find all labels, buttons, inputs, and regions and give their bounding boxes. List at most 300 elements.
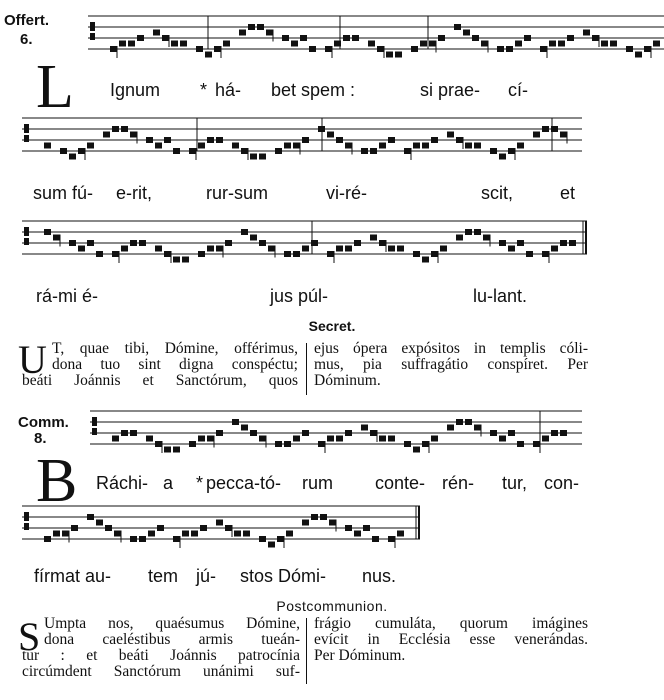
neume-note xyxy=(130,430,137,436)
neume-note xyxy=(112,436,119,442)
neume-note xyxy=(388,436,395,442)
neume-note xyxy=(447,132,454,138)
neume-note xyxy=(370,235,377,241)
neume-note xyxy=(422,441,429,447)
neume-note xyxy=(379,240,386,246)
neume-note xyxy=(105,525,112,531)
neume-note xyxy=(198,251,205,257)
neume-note xyxy=(560,240,567,246)
neume-note xyxy=(62,531,69,537)
offertory-initial: L xyxy=(36,53,74,121)
neume-note xyxy=(250,430,257,436)
neume-note xyxy=(560,132,567,138)
neume-note xyxy=(148,531,155,537)
neume-note xyxy=(474,425,481,431)
neume-note xyxy=(164,251,171,257)
neume-note xyxy=(635,52,642,58)
neume-note xyxy=(173,148,180,154)
neume-note xyxy=(465,229,472,235)
prayer-line: Per Dóminum. xyxy=(314,647,406,664)
neume-note xyxy=(388,137,395,143)
prayer-line: Umpta nos, quaésumus Dómine, xyxy=(44,615,300,632)
neume-note xyxy=(284,441,291,447)
chant-staff xyxy=(22,500,420,560)
neume-note xyxy=(268,246,275,252)
lyrics-line xyxy=(0,80,664,102)
neume-note xyxy=(248,24,255,30)
neume-note xyxy=(191,531,198,537)
communion-initial: B xyxy=(36,447,78,515)
neume-note xyxy=(146,436,153,442)
lyrics-line xyxy=(0,473,664,495)
lyric-syllable: rá-mi é- xyxy=(36,286,98,306)
neume-note xyxy=(526,251,533,257)
neume-note xyxy=(173,536,180,542)
neume-note xyxy=(533,132,540,138)
secret-right-column xyxy=(314,341,588,389)
neume-note xyxy=(465,419,472,425)
neume-note xyxy=(277,536,284,542)
neume-note xyxy=(569,240,576,246)
neume-note xyxy=(139,240,146,246)
neume-note xyxy=(404,148,411,154)
neume-note xyxy=(198,436,205,442)
neume-note xyxy=(542,126,549,132)
neume-note xyxy=(644,46,651,52)
neume-note xyxy=(162,35,169,41)
neume-note xyxy=(153,30,160,36)
neume-note xyxy=(87,143,94,149)
neume-note xyxy=(361,148,368,154)
neume-note xyxy=(379,436,386,442)
neume-note xyxy=(533,441,540,447)
lyric-syllable: * xyxy=(196,473,204,493)
neume-note xyxy=(225,525,232,531)
neume-note xyxy=(268,542,275,548)
neume-note xyxy=(508,148,515,154)
neume-note xyxy=(259,240,266,246)
lyric-syllable: conte- xyxy=(375,473,426,493)
neume-note xyxy=(293,436,300,442)
neume-note xyxy=(336,436,343,442)
neume-note xyxy=(456,137,463,143)
neume-note xyxy=(282,35,289,41)
neume-note xyxy=(483,235,490,241)
lyric-syllable: e-rit, xyxy=(116,183,152,203)
neume-note xyxy=(239,30,246,36)
neume-note xyxy=(266,30,273,36)
neume-note xyxy=(103,132,110,138)
neume-note xyxy=(216,520,223,526)
neume-note xyxy=(336,137,343,143)
lyric-syllable: scit, xyxy=(481,183,514,203)
neume-note xyxy=(311,514,318,520)
neume-note xyxy=(157,525,164,531)
prayer-line: T, quae tibi, Dómine, offérimus, xyxy=(52,340,298,357)
neume-note xyxy=(388,536,395,542)
neume-note xyxy=(345,143,352,149)
neume-note xyxy=(275,148,282,154)
neume-note xyxy=(499,154,506,160)
neume-note xyxy=(420,41,427,47)
neume-note xyxy=(601,41,608,47)
neume-note xyxy=(232,143,239,149)
lyrics-line xyxy=(0,566,664,588)
neume-note xyxy=(490,430,497,436)
neume-note xyxy=(368,41,375,47)
neume-note xyxy=(558,41,565,47)
neume-note xyxy=(422,257,429,263)
secret-heading: Secret. xyxy=(308,318,356,334)
lyric-syllable: jus púl- xyxy=(270,286,329,306)
postcommunion-heading: Postcommunion. xyxy=(276,598,388,614)
neume-note xyxy=(259,154,266,160)
neume-note xyxy=(431,137,438,143)
neume-note xyxy=(465,143,472,149)
neume-note xyxy=(121,430,128,436)
neume-note xyxy=(207,137,214,143)
prayer-line: evícit in Ecclésia esse venerándas. xyxy=(314,631,588,648)
neume-note xyxy=(284,143,291,149)
lyric-syllable: há- xyxy=(215,80,242,100)
neume-note xyxy=(463,30,470,36)
neume-note xyxy=(370,148,377,154)
secret-left-column xyxy=(52,341,298,373)
lyric-syllable: jú- xyxy=(196,566,217,586)
neume-note xyxy=(214,46,221,52)
lyric-syllable: rur-sum xyxy=(206,183,268,203)
neume-note xyxy=(53,531,60,537)
neume-note xyxy=(232,419,239,425)
neume-note xyxy=(413,447,420,453)
neume-note xyxy=(300,35,307,41)
neume-note xyxy=(517,143,524,149)
neume-note xyxy=(626,46,633,52)
neume-note xyxy=(205,52,212,58)
neume-note xyxy=(207,436,214,442)
lyric-syllable: et xyxy=(560,183,576,203)
neume-note xyxy=(318,441,325,447)
lyric-syllable: tur, xyxy=(502,473,528,493)
lyric-syllable: tem xyxy=(148,566,179,586)
lyric-syllable: lu-lant. xyxy=(473,286,528,306)
neume-note xyxy=(429,41,436,47)
neume-note xyxy=(223,41,230,47)
neume-note xyxy=(474,143,481,149)
neume-note xyxy=(164,137,171,143)
chant-staff xyxy=(90,405,582,465)
neume-note xyxy=(155,143,162,149)
neume-note xyxy=(78,246,85,252)
neume-note xyxy=(44,143,51,149)
neume-note xyxy=(302,137,309,143)
neume-note xyxy=(182,257,189,263)
neume-note xyxy=(155,441,162,447)
neume-note xyxy=(454,24,461,30)
neume-note xyxy=(130,536,137,542)
neume-note xyxy=(241,229,248,235)
offertory-label: Offert. xyxy=(4,12,49,29)
prayer-line: ejus ópera expósitos in templis cóli- xyxy=(314,340,588,357)
lyrics-line xyxy=(0,286,664,308)
neume-note xyxy=(139,536,146,542)
clef-icon xyxy=(90,33,95,40)
neume-note xyxy=(112,126,119,132)
lyric-syllable: con- xyxy=(544,473,580,493)
neume-note xyxy=(293,251,300,257)
neume-note xyxy=(53,235,60,241)
neume-note xyxy=(327,132,334,138)
neume-note xyxy=(354,240,361,246)
neume-note xyxy=(173,257,180,263)
neume-note xyxy=(286,531,293,537)
neume-note xyxy=(71,525,78,531)
neume-note xyxy=(173,447,180,453)
lyric-syllable: Ignum xyxy=(110,80,161,100)
neume-note xyxy=(540,46,547,52)
neume-note xyxy=(96,520,103,526)
neume-note xyxy=(592,35,599,41)
neume-note xyxy=(542,436,549,442)
neume-note xyxy=(207,246,214,252)
neume-note xyxy=(241,148,248,154)
neume-note xyxy=(379,143,386,149)
secret-left-column-last xyxy=(22,373,298,389)
neume-note xyxy=(506,46,513,52)
neume-note xyxy=(44,536,51,542)
neume-note xyxy=(259,536,266,542)
prayer-line: beáti Joánnis et Sanctórum, quos xyxy=(22,372,298,389)
neume-note xyxy=(128,41,135,47)
chant-staff xyxy=(88,10,664,70)
neume-note xyxy=(146,137,153,143)
lyrics-line xyxy=(0,183,664,205)
neume-note xyxy=(499,436,506,442)
neume-note xyxy=(397,531,404,537)
neume-note xyxy=(320,514,327,520)
neume-note xyxy=(87,514,94,520)
clef-icon xyxy=(24,512,29,521)
neume-note xyxy=(413,143,420,149)
offertory-number: 6. xyxy=(20,31,33,48)
neume-note xyxy=(508,430,515,436)
secret-initial: U xyxy=(18,337,47,382)
neume-note xyxy=(447,425,454,431)
neume-note xyxy=(345,525,352,531)
neume-note xyxy=(345,246,352,252)
neume-note xyxy=(164,447,171,453)
neume-note xyxy=(542,251,549,257)
neume-note xyxy=(293,143,300,149)
neume-note xyxy=(422,143,429,149)
neume-note xyxy=(395,52,402,58)
neume-note xyxy=(216,137,223,143)
clef-icon xyxy=(92,417,97,426)
neume-note xyxy=(567,35,574,41)
neume-note xyxy=(345,430,352,436)
clef-icon xyxy=(92,428,97,435)
neume-note xyxy=(431,436,438,442)
lyric-syllable: bet spem : xyxy=(271,80,356,100)
clef-icon xyxy=(24,238,29,245)
neume-note xyxy=(472,35,479,41)
chant-staff xyxy=(22,112,582,172)
lyric-syllable: si prae- xyxy=(420,80,481,100)
neume-note xyxy=(225,240,232,246)
postcommunion-initial: S xyxy=(18,614,41,659)
prayer-line: frágio cumuláta, quorum imágines xyxy=(314,615,588,632)
lyric-syllable: a xyxy=(163,473,174,493)
neume-note xyxy=(551,430,558,436)
neume-note xyxy=(440,246,447,252)
neume-note xyxy=(490,148,497,154)
neume-note xyxy=(275,441,282,447)
neume-note xyxy=(155,246,162,252)
clef-icon xyxy=(90,22,95,31)
neume-note xyxy=(343,35,350,41)
neume-note xyxy=(497,46,504,52)
neume-note xyxy=(438,35,445,41)
lyric-syllable: vi-ré- xyxy=(326,183,367,203)
neume-note xyxy=(284,251,291,257)
neume-note xyxy=(259,436,266,442)
column-divider xyxy=(306,343,307,395)
neume-note xyxy=(377,46,384,52)
neume-note xyxy=(216,246,223,252)
neume-note xyxy=(87,240,94,246)
neume-note xyxy=(524,35,531,41)
prayer-line: dona caeléstibus armis tueán- xyxy=(44,631,300,648)
neume-note xyxy=(411,46,418,52)
neume-note xyxy=(189,441,196,447)
neume-note xyxy=(121,126,128,132)
neume-note xyxy=(370,430,377,436)
neume-note xyxy=(354,531,361,537)
neume-note xyxy=(508,246,515,252)
lyric-syllable: cí- xyxy=(508,80,528,100)
neume-note xyxy=(325,46,332,52)
neume-note xyxy=(329,520,336,526)
neume-note xyxy=(336,246,343,252)
prayer-line: circúmdent Sanctórum unánimi suf- xyxy=(22,663,300,680)
neume-note xyxy=(171,41,178,47)
lyric-syllable: stos Dómi- xyxy=(240,566,327,586)
neume-note xyxy=(309,46,316,52)
neume-note xyxy=(182,531,189,537)
neume-note xyxy=(560,430,567,436)
postcommunion-left-column xyxy=(44,616,300,648)
clef-icon xyxy=(24,135,29,142)
neume-note xyxy=(302,246,309,252)
neume-note xyxy=(388,246,395,252)
neume-note xyxy=(456,419,463,425)
neume-note xyxy=(60,148,67,154)
prayer-line: dona tuo sint digna conspéctu; xyxy=(52,356,298,373)
lyric-syllable: nus. xyxy=(362,566,397,586)
neume-note xyxy=(456,235,463,241)
neume-note xyxy=(137,35,144,41)
neume-note xyxy=(361,425,368,431)
neume-note xyxy=(114,531,121,537)
neume-note xyxy=(397,246,404,252)
communion-number: 8. xyxy=(34,430,47,447)
neume-note xyxy=(352,35,359,41)
prayer-line: mus, pia suffragátio conspíret. Per xyxy=(314,356,588,373)
neume-note xyxy=(69,240,76,246)
chant-staff xyxy=(22,215,587,275)
neume-note xyxy=(413,251,420,257)
neume-note xyxy=(130,132,137,138)
neume-note xyxy=(386,52,393,58)
neume-note xyxy=(234,531,241,537)
communion-label: Comm. xyxy=(18,414,69,431)
neume-note xyxy=(610,41,617,47)
clef-icon xyxy=(24,227,29,236)
neume-note xyxy=(130,240,137,246)
postcommunion-left-column-last xyxy=(22,648,300,680)
neume-note xyxy=(291,41,298,47)
lyric-syllable: rén- xyxy=(442,473,475,493)
neume-note xyxy=(198,143,205,149)
neume-note xyxy=(481,41,488,47)
neume-note xyxy=(327,251,334,257)
neume-note xyxy=(327,436,334,442)
clef-icon xyxy=(24,124,29,133)
neume-note xyxy=(517,240,524,246)
neume-note xyxy=(653,41,660,47)
neume-note xyxy=(431,251,438,257)
neume-note xyxy=(121,246,128,252)
neume-note xyxy=(180,41,187,47)
neume-note xyxy=(549,41,556,47)
neume-note xyxy=(372,536,379,542)
lyric-syllable: Ráchi- xyxy=(96,473,149,493)
neume-note xyxy=(44,229,51,235)
postcommunion-right-column xyxy=(314,616,588,664)
lyric-syllable: fírmat au- xyxy=(34,566,112,586)
neume-note xyxy=(196,46,203,52)
neume-note xyxy=(302,520,309,526)
lyric-syllable: rum xyxy=(302,473,333,493)
neume-note xyxy=(96,251,103,257)
neume-note xyxy=(257,24,264,30)
prayer-line: tur : et beáti Joánnis patrocínia xyxy=(22,647,300,664)
neume-note xyxy=(499,240,506,246)
neume-note xyxy=(302,430,309,436)
neume-note xyxy=(119,41,126,47)
lyric-syllable: sum fú- xyxy=(33,183,94,203)
neume-note xyxy=(189,148,196,154)
neume-note xyxy=(69,154,76,160)
neume-note xyxy=(551,246,558,252)
neume-note xyxy=(404,441,411,447)
column-divider xyxy=(306,618,307,684)
neume-note xyxy=(112,251,119,257)
neume-note xyxy=(78,148,85,154)
prayer-line: Dóminum. xyxy=(314,372,381,389)
clef-icon xyxy=(24,523,29,530)
neume-note xyxy=(250,154,257,160)
neume-note xyxy=(517,441,524,447)
neume-note xyxy=(515,41,522,47)
neume-note xyxy=(110,46,117,52)
lyric-syllable: * xyxy=(200,80,208,100)
neume-note xyxy=(474,229,481,235)
neume-note xyxy=(583,30,590,36)
neume-note xyxy=(200,525,207,531)
neume-note xyxy=(241,425,248,431)
neume-note xyxy=(250,235,257,241)
